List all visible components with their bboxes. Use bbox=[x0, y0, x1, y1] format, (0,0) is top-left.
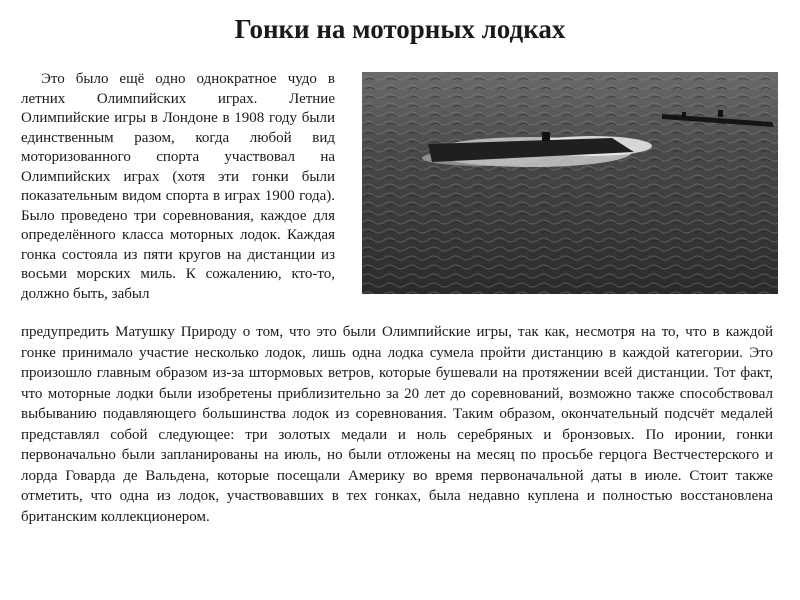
main-paragraph: предупредить Матушку Природу о том, что это были Олимпийские игры, так как, несмотря на то, что в каждой гонке принимало участие несколько лодок, лишь одна лодка сумела пройти дистанцию в каждой категории. Это произошло главным образом из-за штормовых ветров, которые бушевали на протяжении всей дистанции. Тот факт, что моторные лодки были изобретены приблизительно за 20 лет до соревнований, возможно также способствовал выбыванию подавляющего большинства лодок из соревнования. Таким образом, окончательный подсчёт медалей представлял собой следующее: три золотых медали и ноль серебряных и бронзовых. По иронии, гонки первоначально были запланированы на июль, но были отложены на месяц по просьбе герцога Вестчестерского и лорда Говарда де Вальдена, которые посещали Америку во время первоначальной даты в июле. Стоит также отметить, что одна из лодок, участвовавших в тех гонках, была недавно куплена и полностью восстановлена британским коллекционером. bbox=[21, 324, 773, 525]
intro-paragraph: Это было ещё одно однократное чудо в летних Олимпийских играх. Летние Олимпийские игры в Лондоне в 1908 году были единственным разом, когда любой вид моторизованного спорта участвовал на Олимпийских играх (хотя эти гонки были показательным видом спорта в играх 1900 года). Было проведено три соревнования, каждое для определённого класса моторных лодок. Каждая гонка состояла из пяти кругов на дистанции из восьми морских миль. К сожалению, кто-то, должно быть, забыл bbox=[21, 71, 335, 302]
motorboat-photo bbox=[362, 72, 778, 294]
page-title: Гонки на моторных лодках bbox=[234, 14, 566, 44]
